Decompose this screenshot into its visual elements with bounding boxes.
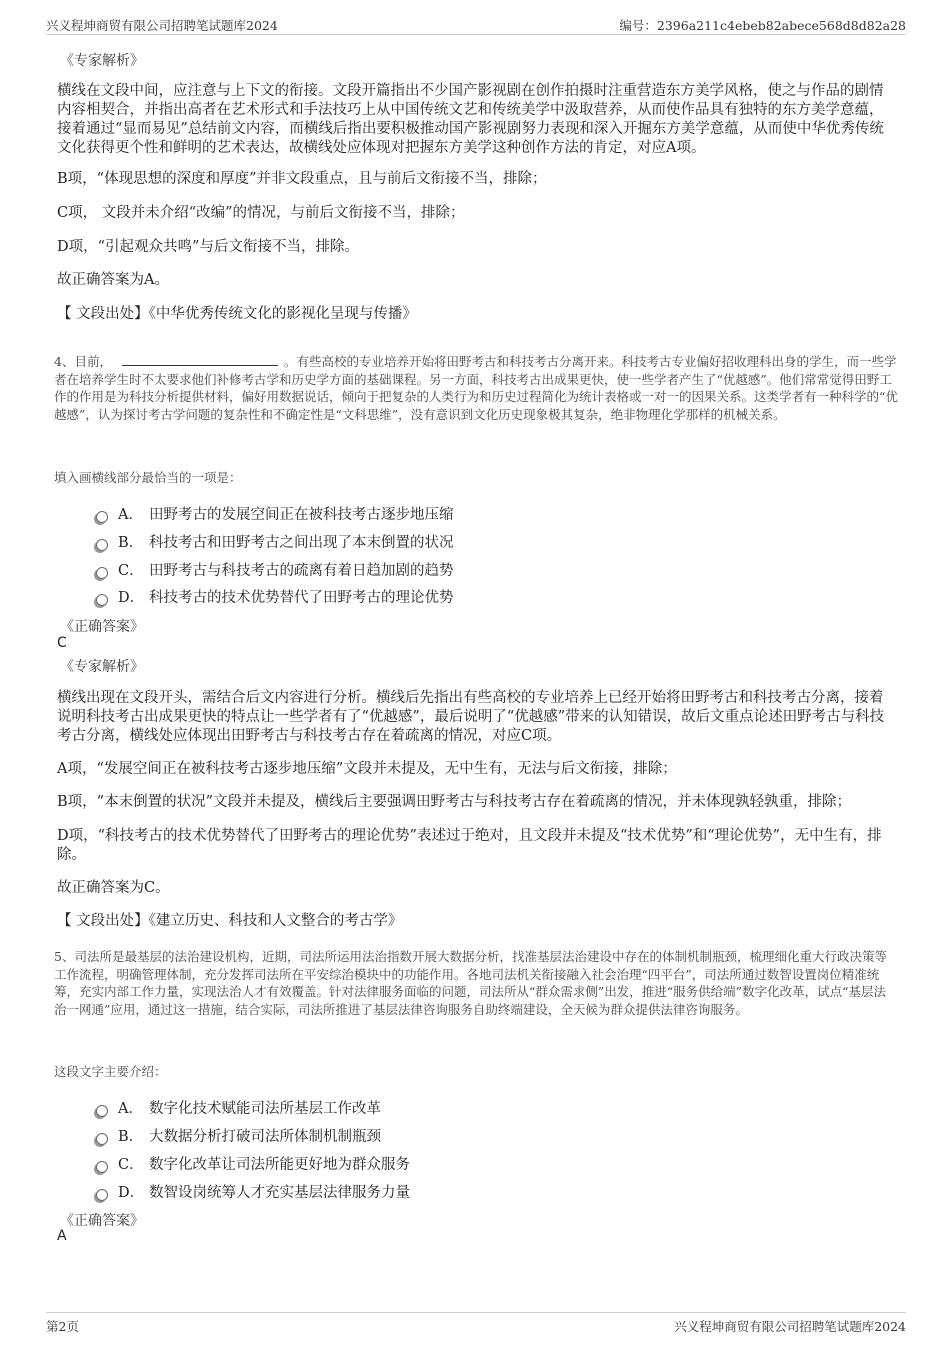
radio-icon[interactable]: [96, 594, 108, 606]
q4-question-text: [54, 353, 898, 423]
header-title: 兴义程坤商贸有限公司招聘笔试题库2024: [46, 18, 278, 33]
radio-icon[interactable]: [96, 1161, 108, 1173]
document-id: 编号：2396a211c4ebeb82abece568d8d82a28: [619, 18, 906, 33]
q4-answer: C: [57, 635, 67, 651]
q5-answer: A: [57, 1228, 67, 1244]
radio-icon[interactable]: [96, 1189, 108, 1201]
q4-body: 。有些高校的专业培养开始将田野考古和科技考古分离开来。科技考古专业偏好招收理科出身的学生，而一些学者在培养学生时不太要求他们补修考古学和历史学方面的基础课程。另一方面，科技考古出成果更快，使一些学者产生了“优越感”。他们常常觉得田野工作的作用是为科技分析提供材料，偏好用数据说话，倾向于把复杂的人类行为和历史过程简化为统计表格或一对一的因果关系。这类学者有一种科学的“优越感”，认为探讨考古学问题的复杂性和不确定性是“文科思维”，没有意识到文化历史现象极其复杂，绝非物理化学那样的机械关系。: [54, 354, 898, 422]
q4-answer-label: 《正确答案》: [60, 619, 144, 635]
q4-option-a[interactable]: A． 田野考古的发展空间正在被科技考古逐步地压缩: [96, 503, 454, 524]
q5-answer-label: 《正确答案》: [60, 1213, 144, 1229]
q4-option-a-note: A项，“发展空间正在被科技考古逐步地压缩”文段并未提及，无中生有，无法与后文衔接，排除；: [57, 761, 677, 777]
q3-conclusion: 故正确答案为A。: [57, 272, 169, 288]
page-number: 第2页: [46, 1319, 79, 1334]
q5-option-a[interactable]: A． 数字化技术赋能司法所基层工作改革: [96, 1097, 381, 1118]
q4-number: 4、目前，: [54, 354, 112, 369]
q4-option-d-note: D项，“科技考古的技术优势替代了田野考古的理论优势”表述过于绝对，且文段并未提及“技术优势”和“理论优势”，无中生有，排除。: [57, 828, 882, 863]
q4-analysis-label: 《专家解析》: [60, 659, 144, 675]
radio-icon[interactable]: [96, 511, 108, 523]
answer-blank: [122, 353, 278, 366]
radio-icon[interactable]: [96, 1133, 108, 1145]
radio-icon[interactable]: [96, 567, 108, 579]
q3-source: 【 文段出处】《中华优秀传统文化的影视化呈现与传播》: [57, 306, 417, 322]
footer-title: 兴义程坤商贸有限公司招聘笔试题库2024: [674, 1319, 906, 1334]
q5-question-text: 5、司法所是最基层的法治建设机构，近期，司法所运用法治指数开展大数据分析，找准基层法治建设中存在的体制机制瓶颈，梳理细化重大行政决策等工作流程，明确管理体制，充分发挥司法所在平安综治模块中的功能作用。各地司法机关衔接融入社会治理“四平台”，司法所通过数智设置岗位精准统筹，充实内部工作力量，实现法治人才有效覆盖。针对法律服务面临的问题，司法所从“群众需求侧”出发，推进“服务供给端”数字化改革，试点“基层法治一网通”应用，通过这一措施，结合实际，司法所推进了基层法律咨询服务自助终端建设，全天候为群众提供法律咨询服务。: [54, 949, 887, 1017]
q5-prompt: 这段文字主要介绍：: [54, 1064, 167, 1079]
q5-option-c[interactable]: C． 数字化改革让司法所能更好地为群众服务: [96, 1153, 410, 1174]
q5-option-b[interactable]: B． 大数据分析打破司法所体制机制瓶颈: [96, 1125, 381, 1146]
q3-option-c-note: C项， 文段并未介绍“改编”的情况，与前后文衔接不当，排除；: [57, 205, 465, 221]
q4-option-c[interactable]: C． 田野考古与科技考古的疏离有着日趋加剧的趋势: [96, 559, 454, 580]
q4-source: 【 文段出处】《建立历史、科技和人文整合的考古学》: [57, 913, 403, 929]
q4-analysis: 横线出现在文段开头，需结合后文内容进行分析。横线后先指出有些高校的专业培养上已经开始将田野考古和科技考古分离，接着说明科技考古出成果更快的特点让一些学者有了“优越感”，最后说明了“优越感”带来的认知错误，故后文重点论述田野考古与科技考古分离，横线处应体现出田野考古与科技考古存在着疏离的情况，对应C项。: [57, 690, 885, 744]
q3-option-b-note: B项，“体现思想的深度和厚度”并非文段重点，且与前后文衔接不当，排除；: [57, 171, 547, 187]
q5-option-d[interactable]: D． 数智设岗统筹人才充实基层法律服务力量: [96, 1181, 410, 1202]
q4-conclusion: 故正确答案为C。: [57, 880, 170, 896]
q4-option-d[interactable]: D． 科技考古的技术优势替代了田野考古的理论优势: [96, 586, 454, 607]
page-header: [46, 14, 906, 35]
page-footer: [46, 1312, 906, 1337]
q4-option-b[interactable]: B． 科技考古和田野考古之间出现了本末倒置的状况: [96, 531, 454, 552]
radio-icon[interactable]: [96, 539, 108, 551]
radio-icon[interactable]: [96, 1105, 108, 1117]
q4-prompt: 填入画横线部分最恰当的一项是：: [54, 470, 242, 485]
q3-analysis: 横线在文段中间，应注意与上下文的衔接。文段开篇指出不少国产影视剧在创作拍摄时注重营造东方美学风格，使之与作品的剧情内容相契合，并指出高者在艺术形式和手法技巧上从中国传统文艺和传统美学中汲取营养，从而使作品具有独特的东方美学意蕴，接着通过“显而易见”总结前文内容，而横线后指出要积极推动国产影视剧努力表现和深入开掘东方美学意蕴，从而使中华优秀传统文化获得更个性和鲜明的艺术表达，故横线处应体现对把握东方美学这种创作方法的肯定，对应A项。: [57, 83, 884, 156]
q3-option-d-note: D项，“引起观众共鸣”与后文衔接不当，排除。: [57, 239, 359, 255]
q4-option-b-note: B项，“本末倒置的状况”文段并未提及，横线后主要强调田野考古与科技考古存在着疏离的情况，并未体现孰轻孰重，排除；: [57, 794, 851, 810]
q3-analysis-label: 《专家解析》: [60, 53, 144, 69]
